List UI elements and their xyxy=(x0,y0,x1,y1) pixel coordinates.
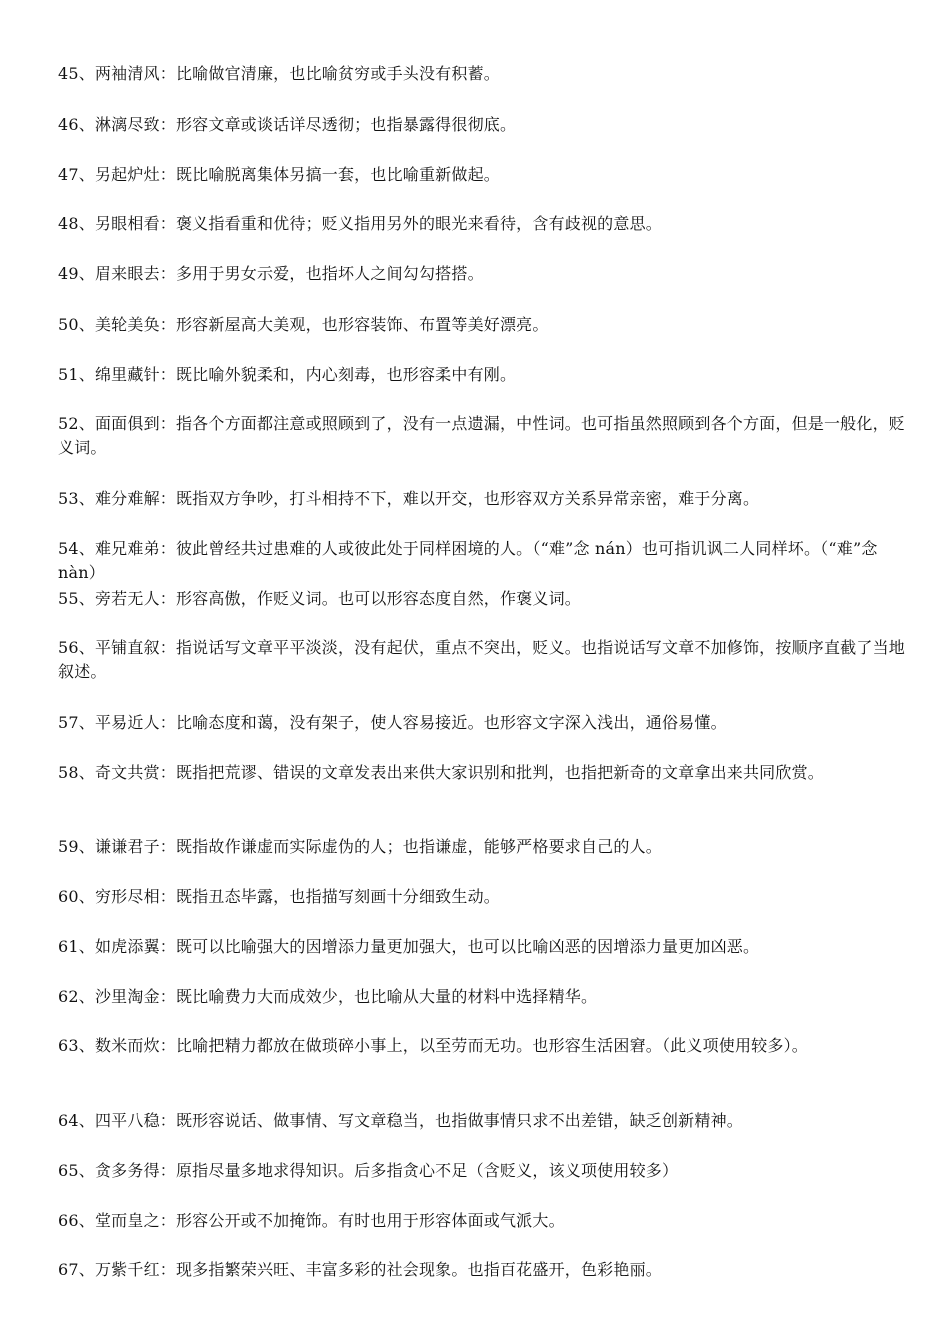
entry-55 xyxy=(58,587,906,611)
entry-number: 58、 xyxy=(58,763,95,782)
entry-number: 55、 xyxy=(58,589,95,608)
entry-47 xyxy=(58,163,906,187)
entry-48 xyxy=(58,212,906,236)
entry-definition: ：既比喻费力大而成效少，也比喻从大量的材料中选择精华。 xyxy=(159,987,598,1006)
entry-54 xyxy=(58,537,906,585)
entry-definition: ：褒义指看重和优待；贬义指用另外的眼光来看待，含有歧视的意思。 xyxy=(159,214,662,233)
entry-term: 绵里藏针 xyxy=(94,365,160,384)
entry-definition: ：多用于男女示爱，也指坏人之间勾勾搭搭。 xyxy=(159,264,484,283)
entry-number: 57、 xyxy=(58,713,95,732)
entry-49 xyxy=(58,262,906,286)
entry-51 xyxy=(58,363,906,387)
entry-definition: ：现多指繁荣兴旺、丰富多彩的社会现象。也指百花盛开，色彩艳丽。 xyxy=(159,1260,662,1279)
entry-definition: ：既形容说话、做事情、写文章稳当，也指做事情只求不出差错，缺乏创新精神。 xyxy=(159,1111,743,1130)
entry-number: 60、 xyxy=(58,887,95,906)
entry-definition: ：指各个方面都注意或照顾到了，没有一点遗漏，中性词。也可指虽然照顾到各个方面，但是一般化，贬义词。 xyxy=(58,414,905,457)
entry-number: 53、 xyxy=(58,489,95,508)
entry-term: 另眼相看 xyxy=(94,214,160,233)
entry-definition: ：既比喻脱离集体另搞一套，也比喻重新做起。 xyxy=(159,165,500,184)
entry-number: 66、 xyxy=(58,1211,95,1230)
entry-term: 淋漓尽致 xyxy=(94,115,160,134)
entry-term: 眉来眼去 xyxy=(94,264,160,283)
entry-term: 面面俱到 xyxy=(94,414,160,433)
entry-59 xyxy=(58,835,906,859)
entry-number: 45、 xyxy=(58,64,95,83)
entry-number: 52、 xyxy=(58,414,95,433)
entry-term: 两袖清风 xyxy=(94,64,160,83)
entry-definition: ：既指把荒谬、错误的文章发表出来供大家识别和批判，也指把新奇的文章拿出来共同欣赏。 xyxy=(159,763,824,782)
entry-definition: ：比喻把精力都放在做琐碎小事上，以至劳而无功。也形容生活困窘。（此义项使用较多）。 xyxy=(159,1036,808,1055)
entry-term: 谦谦君子 xyxy=(94,837,160,856)
entry-definition: ：形容文章或谈话详尽透彻；也指暴露得很彻底。 xyxy=(159,115,517,134)
entry-term: 平易近人 xyxy=(94,713,160,732)
entry-term: 万紫千红 xyxy=(94,1260,160,1279)
entry-66 xyxy=(58,1209,906,1233)
entry-definition: ：比喻做官清廉，也比喻贫穷或手头没有积蓄。 xyxy=(159,64,500,83)
entry-term: 贪多务得 xyxy=(94,1161,160,1180)
entry-63 xyxy=(58,1034,906,1058)
entry-number: 56、 xyxy=(58,638,95,657)
entry-definition: ：既指双方争吵，打斗相持不下，难以开交，也形容双方关系异常亲密，难于分离。 xyxy=(159,489,760,508)
entry-61 xyxy=(58,935,906,959)
entry-number: 46、 xyxy=(58,115,95,134)
entry-definition: ：既指丑态毕露，也指描写刻画十分细致生动。 xyxy=(159,887,500,906)
entry-67 xyxy=(58,1258,906,1282)
entry-term: 平铺直叙 xyxy=(94,638,160,657)
entry-definition: ：形容新屋高大美观，也形容装饰、布置等美好漂亮。 xyxy=(159,315,549,334)
entry-definition: ：形容公开或不加掩饰。有时也用于形容体面或气派大。 xyxy=(159,1211,565,1230)
entry-term: 穷形尽相 xyxy=(94,887,160,906)
entry-52 xyxy=(58,412,906,460)
entry-definition: ：指说话写文章平平淡淡，没有起伏，重点不突出，贬义。也指说话写文章不加修饰，按顺序直截了当地叙述。 xyxy=(58,638,905,681)
entry-term: 数米而炊 xyxy=(94,1036,160,1055)
entry-57 xyxy=(58,711,906,735)
entry-definition: ：形容高傲，作贬义词。也可以形容态度自然，作褒义词。 xyxy=(159,589,581,608)
entry-number: 62、 xyxy=(58,987,95,1006)
entry-definition: ：既指故作谦虚而实际虚伪的人；也指谦虚，能够严格要求自己的人。 xyxy=(159,837,662,856)
entry-definition: ：既比喻外貌柔和，内心刻毒，也形容柔中有刚。 xyxy=(159,365,517,384)
entry-number: 59、 xyxy=(58,837,95,856)
entry-number: 65、 xyxy=(58,1161,95,1180)
entry-term: 奇文共赏 xyxy=(94,763,160,782)
entry-definition: ：比喻态度和蔼，没有架子，使人容易接近。也形容文字深入浅出，通俗易懂。 xyxy=(159,713,727,732)
entry-number: 49、 xyxy=(58,264,95,283)
entry-term: 堂而皇之 xyxy=(94,1211,160,1230)
entry-definition: ：既可以比喻强大的因增添力量更加强大，也可以比喻凶恶的因增添力量更加凶恶。 xyxy=(159,937,760,956)
entry-definition: ：原指尽量多地求得知识。后多指贪心不足（含贬义，该义项使用较多） xyxy=(159,1161,679,1180)
entry-number: 48、 xyxy=(58,214,95,233)
entry-term: 四平八稳 xyxy=(94,1111,160,1130)
entry-number: 47、 xyxy=(58,165,95,184)
entry-number: 51、 xyxy=(58,365,95,384)
entry-term: 另起炉灶 xyxy=(94,165,160,184)
entry-60 xyxy=(58,885,906,909)
entry-number: 54、 xyxy=(58,539,95,558)
entry-term: 如虎添翼 xyxy=(94,937,160,956)
entry-62 xyxy=(58,985,906,1009)
entry-number: 67、 xyxy=(58,1260,95,1279)
entry-definition: ：彼此曾经共过患难的人或彼此处于同样困境的人。（“难”念 nán）也可指讥讽二人同样坏。（“难”念 nàn） xyxy=(58,539,878,582)
entry-number: 64、 xyxy=(58,1111,95,1130)
entry-term: 沙里淘金 xyxy=(94,987,160,1006)
entry-65 xyxy=(58,1159,906,1183)
entry-46 xyxy=(58,113,906,137)
entry-term: 美轮美奂 xyxy=(94,315,160,334)
entry-50 xyxy=(58,313,906,337)
entry-45 xyxy=(58,62,906,86)
entry-number: 61、 xyxy=(58,937,95,956)
entry-number: 50、 xyxy=(58,315,95,334)
entry-term: 旁若无人 xyxy=(94,589,160,608)
entry-term: 难分难解 xyxy=(94,489,160,508)
entry-53 xyxy=(58,487,906,511)
entry-term: 难兄难弟 xyxy=(94,539,160,558)
entry-56 xyxy=(58,636,906,684)
entry-58 xyxy=(58,761,906,785)
entry-64 xyxy=(58,1109,906,1133)
entry-number: 63、 xyxy=(58,1036,95,1055)
